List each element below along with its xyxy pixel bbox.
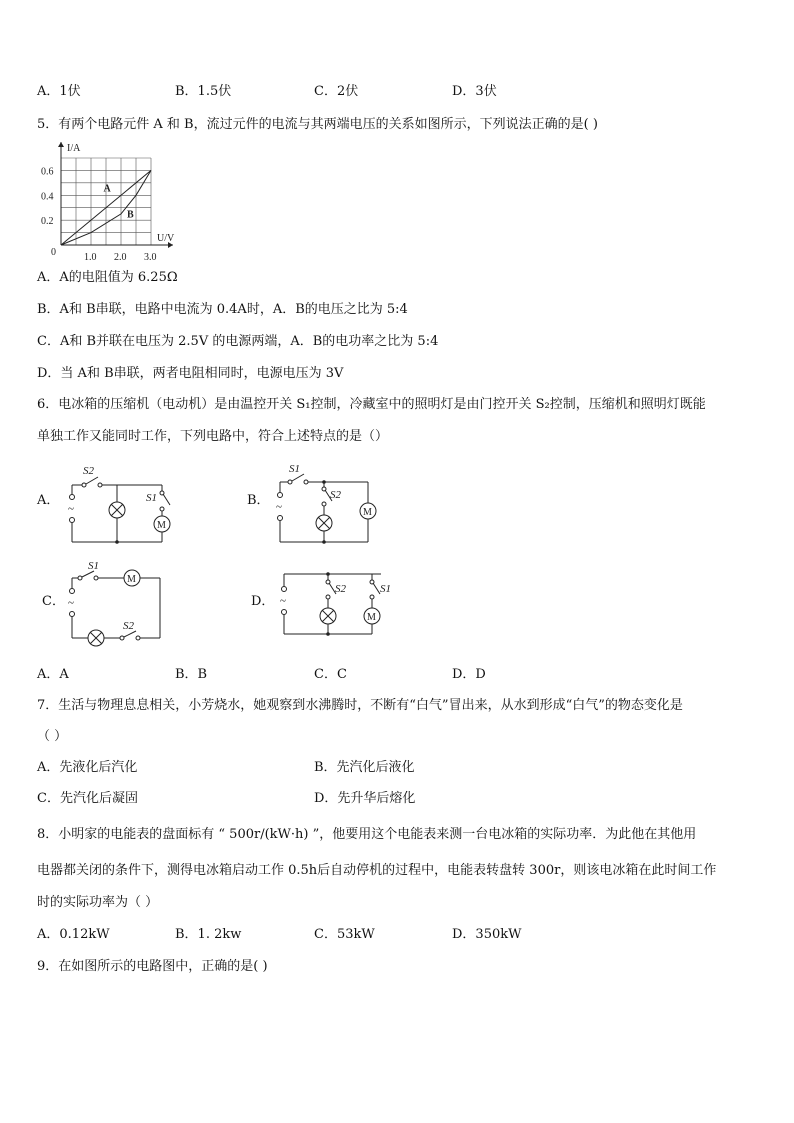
circuit-b-diagram bbox=[272, 460, 392, 550]
q7-option-c: C．先汽化后凝固 bbox=[37, 791, 138, 806]
switch-label: S1 bbox=[380, 583, 391, 595]
circuit-d-label: D． bbox=[251, 594, 275, 609]
q7-stem-line1: 7．生活与物理息息相关，小芳烧水，她观察到水沸腾时，不断有“白气”冒出来，从水到形成“白气”的物态变化是 bbox=[37, 698, 683, 713]
q8-stem-line2: 电器都关闭的条件下，测得电冰箱启动工作 0.5h后自动停机的过程中，电能表转盘转 300r，则该电冰箱在此时间工作 bbox=[37, 863, 717, 878]
q8-option-b: B．1. 2kw bbox=[175, 927, 242, 942]
q7-stem-line2: （ ） bbox=[37, 729, 68, 744]
circuit-a-diagram bbox=[62, 460, 192, 550]
ac-source-icon: ~ bbox=[276, 501, 282, 513]
switch-label: S2 bbox=[83, 465, 94, 477]
q5-option-a: A．A的电阻值为 6.25Ω bbox=[37, 270, 178, 285]
q8-stem-line1: 8．小明家的电能表的盘面标有 “ 500r/(kW·h) ”，他要用这个电能表来测一台电冰箱的实际功率．为此他在其他用 bbox=[37, 827, 697, 842]
q6-option-d: D．D bbox=[452, 667, 486, 682]
q4-option-a: A．1伏 bbox=[37, 84, 81, 99]
circuit-d-diagram bbox=[276, 564, 406, 644]
q8-option-c: C．53kW bbox=[314, 927, 375, 942]
q7-option-b: B．先汽化后液化 bbox=[314, 760, 415, 775]
series-label-b: B bbox=[127, 209, 134, 221]
q8-option-a: A．0.12kW bbox=[37, 927, 110, 942]
switch-label: S2 bbox=[335, 583, 346, 595]
q9-stem: 9．在如图所示的电路图中，正确的是( ) bbox=[37, 959, 268, 974]
x-axis-label: U/V bbox=[157, 233, 175, 244]
circuit-c-label: C． bbox=[42, 594, 65, 609]
svg-text:M: M bbox=[367, 612, 376, 623]
ac-source-icon: ~ bbox=[68, 503, 74, 515]
switch-label: S1 bbox=[289, 463, 300, 475]
q4-option-c: C．2伏 bbox=[314, 84, 359, 99]
q4-option-d: D．3伏 bbox=[452, 84, 497, 99]
q5-option-b: B．A和 B串联，电路中电流为 0.4A时，A．B的电压之比为 5:4 bbox=[37, 302, 408, 317]
ac-source-icon: ~ bbox=[280, 595, 286, 607]
q5-option-d: D．当 A和 B串联，两者电阻相同时，电源电压为 3V bbox=[37, 366, 344, 381]
q6-stem-line1: 6．电冰箱的压缩机（电动机）是由温控开关 S₁控制，冷藏室中的照明灯是由门控开关 S₂控制，压缩机和照明灯既能 bbox=[37, 397, 706, 412]
x-tick-label: 1.0 bbox=[84, 252, 97, 263]
switch-label: S2 bbox=[330, 489, 341, 501]
q6-stem-line2: 单独工作又能同时工作，下列电路中，符合上述特点的是（） bbox=[37, 429, 389, 444]
chart-grid bbox=[61, 158, 151, 245]
y-axis-label: I/A bbox=[67, 143, 81, 154]
q4-option-b: B．1.5伏 bbox=[175, 84, 232, 99]
q5-option-c: C．A和 B并联在电压为 2.5V 的电源两端，A．B的电功率之比为 5:4 bbox=[37, 334, 439, 349]
circuit-b-label: B． bbox=[247, 493, 270, 508]
y-tick-label: 0.6 bbox=[41, 166, 54, 178]
q6-option-b: B．B bbox=[175, 667, 208, 682]
series-label-a: A bbox=[103, 183, 111, 195]
iu-chart bbox=[37, 140, 187, 265]
y-tick-label: 0.4 bbox=[41, 191, 54, 203]
circuit-c-diagram bbox=[62, 558, 172, 650]
q6-option-a: A．A bbox=[37, 667, 69, 682]
ac-source-icon: ~ bbox=[68, 597, 74, 609]
origin-label: 0 bbox=[51, 247, 56, 258]
svg-text:M: M bbox=[157, 520, 166, 531]
q8-option-d: D．350kW bbox=[452, 927, 522, 942]
q7-option-a: A．先液化后汽化 bbox=[37, 760, 138, 775]
y-tick-label: 0.2 bbox=[41, 216, 54, 228]
svg-text:M: M bbox=[127, 574, 136, 585]
q8-stem-line3: 时的实际功率为（ ） bbox=[37, 895, 159, 910]
q7-option-d: D．先升华后熔化 bbox=[314, 791, 416, 806]
q5-stem: 5．有两个电路元件 A 和 B，流过元件的电流与其两端电压的关系如图所示，下列说法正确的是( ) bbox=[37, 117, 598, 132]
switch-label: S2 bbox=[123, 620, 134, 632]
switch-label: S1 bbox=[88, 560, 99, 572]
x-tick-label: 2.0 bbox=[114, 252, 127, 263]
q6-option-c: C．C bbox=[314, 667, 347, 682]
switch-label: S1 bbox=[146, 492, 157, 504]
y-axis-arrow bbox=[58, 142, 64, 147]
svg-text:M: M bbox=[363, 507, 372, 518]
circuit-a-label: A． bbox=[37, 493, 60, 508]
x-tick-label: 3.0 bbox=[144, 252, 157, 263]
